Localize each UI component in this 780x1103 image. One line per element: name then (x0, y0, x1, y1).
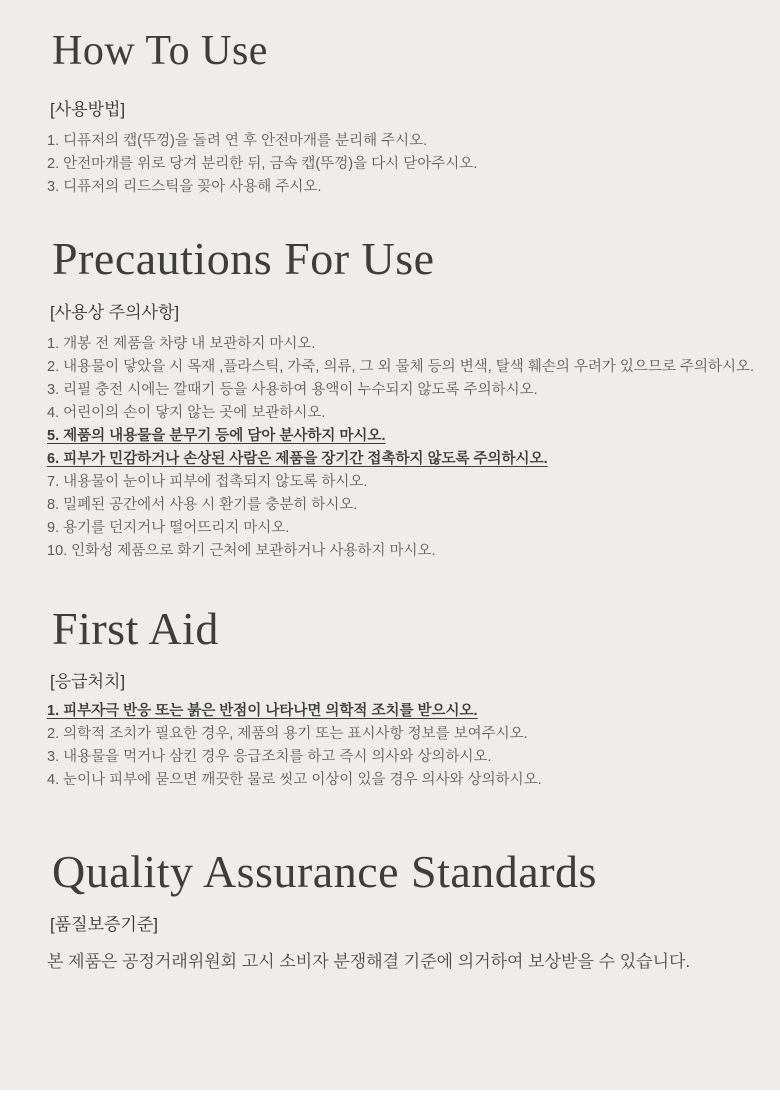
precautions-list (0, 333, 780, 563)
list-item: 9. 용기를 던지거나 떨어뜨리지 마시오. (47, 519, 290, 536)
section-precautions-for-use (0, 231, 780, 562)
list-item: 4. 어린이의 손이 닿지 않는 곳에 보관하시오. (47, 404, 326, 421)
list-item: 1. 피부자극 반응 또는 붉은 반점이 나타나면 의학적 조치를 받으시오. (47, 702, 478, 719)
list-item: 3. 디퓨저의 리드스틱을 꽂아 사용해 주시오. (47, 179, 322, 196)
section-title-how-to-use: How To Use (52, 28, 268, 74)
section-label-first-aid-korean: [응급처치] (50, 671, 126, 691)
list-item: 6. 피부가 민감하거나 손상된 사람은 제품을 장기간 접촉하지 않도록 주의하시오. (47, 450, 548, 467)
section-first-aid (0, 601, 780, 792)
list-item: 2. 의학적 조치가 필요한 경우, 제품의 용기 또는 표시사항 정보를 보여주시오. (47, 725, 528, 742)
section-title-precautions: Precautions For Use (52, 233, 435, 285)
list-item: 1. 개봉 전 제품을 차량 내 보관하지 마시오. (47, 335, 316, 352)
section-title-quality-assurance: Quality Assurance Standards (52, 845, 597, 897)
usage-instruction-list (0, 130, 780, 199)
section-label-usage-korean: [사용방법] (50, 100, 126, 120)
list-item: 10. 인화성 제품으로 화기 근처에 보관하거나 사용하지 마시오. (47, 542, 436, 559)
quality-assurance-statement: 본 제품은 공정거래위원회 고시 소비자 분쟁해결 기준에 의거하여 보상받을 수 있습니다. (47, 951, 691, 971)
list-item: 2. 내용물이 닿았을 시 목재 ,플라스틱, 가죽, 의류, 그 외 물체 등의 변색, 탈색 훼손의 우려가 있으므로 주의하시오. (47, 358, 755, 375)
section-title-first-aid: First Aid (52, 602, 219, 654)
section-how-to-use (0, 26, 780, 199)
list-item: 7. 내용물이 눈이나 피부에 접촉되지 않도록 하시오. (47, 473, 368, 490)
section-quality-assurance (0, 844, 780, 974)
list-item: 5. 제품의 내용물을 분무기 등에 담아 분사하지 마시오. (47, 427, 386, 444)
section-label-quality-korean: [품질보증기준] (50, 914, 158, 934)
list-item: 1. 디퓨저의 캡(뚜껑)을 돌려 연 후 안전마개를 분리해 주시오. (47, 133, 428, 150)
first-aid-list (0, 700, 780, 792)
list-item: 3. 리필 충전 시에는 깔때기 등을 사용하여 용액이 누수되지 않도록 주의하시오. (47, 381, 538, 398)
list-item: 8. 밀폐된 공간에서 사용 시 환기를 충분히 하시오. (47, 496, 358, 513)
list-item: 2. 안전마개를 위로 당겨 분리한 뒤, 금속 캡(뚜껑)을 다시 닫아주시오. (47, 156, 478, 173)
list-item: 4. 눈이나 피부에 묻으면 깨끗한 물로 씻고 이상이 있을 경우 의사와 상의하시오. (47, 771, 542, 788)
list-item: 3. 내용물을 먹거나 삼킨 경우 응급조치를 하고 즉시 의사와 상의하시오. (47, 748, 492, 765)
section-label-precautions-korean: [사용상 주의사항] (50, 302, 180, 322)
